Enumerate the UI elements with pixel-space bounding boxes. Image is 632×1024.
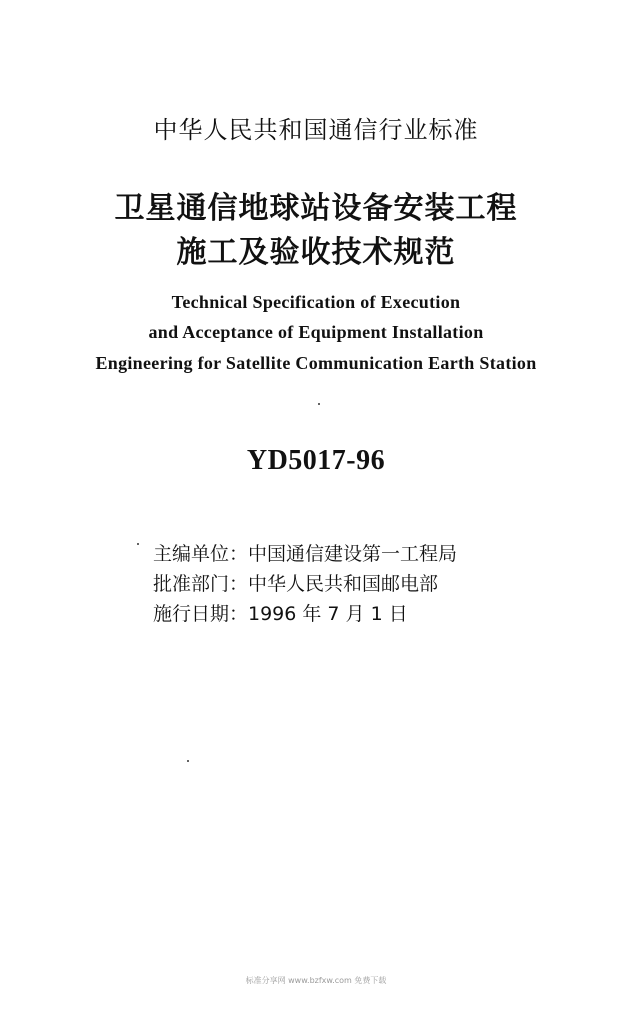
standard-category-line: 中华人民共和国通信行业标准 bbox=[153, 116, 479, 144]
effective-date-line: 施行日期：1996 年 7 月 1 日 bbox=[153, 603, 408, 625]
scan-speck bbox=[187, 760, 189, 762]
standard-code: YD5017-96 bbox=[246, 445, 386, 476]
scan-speck bbox=[318, 403, 320, 405]
editor-unit-line: 主编单位：中国通信建设第一工程局 bbox=[153, 543, 458, 565]
scan-speck bbox=[137, 543, 139, 545]
english-title-line-1: Technical Specification of Execution bbox=[171, 292, 461, 312]
chinese-title-line-2: 施工及验收技术规范 bbox=[176, 235, 456, 270]
download-watermark: 标准分享网 www.bzfxw.com 免费下载 bbox=[245, 976, 387, 985]
approving-department-line: 批准部门：中华人民共和国邮电部 bbox=[153, 573, 439, 595]
chinese-title-line-1: 卫星通信地球站设备安装工程 bbox=[114, 191, 518, 226]
english-title-line-2: and Acceptance of Equipment Installation bbox=[148, 322, 484, 342]
english-title-line-3: Engineering for Satellite Communication Earth Station bbox=[95, 353, 537, 373]
